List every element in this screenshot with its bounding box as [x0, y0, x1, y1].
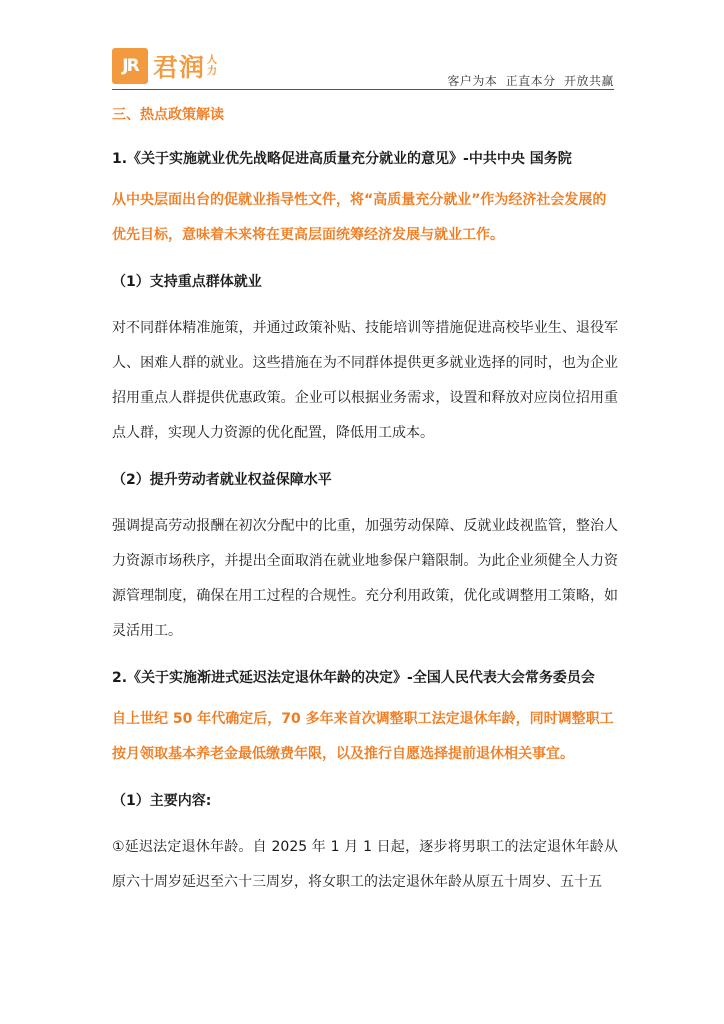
logo-subtext: 人力: [207, 55, 218, 77]
policy-1-paragraph-1: 对不同群体精准施策，并通过政策补贴、技能培训等措施促进高校毕业生、退役军人、困难人群的就业。这些措施在为不同群体提供更多就业选择的同时，也为企业招用重点人群提供优惠政策。企业可以根据业务需求，设置和释放对应岗位招用重点人群，实现人力资源的优化配置，降低用工成本。: [112, 320, 618, 441]
policy-2-subheading-1: （1）主要内容:: [112, 793, 212, 809]
policy-2-title: 2.《关于实施渐进式延迟法定退休年龄的决定》-全国人民代表大会常务委员会: [112, 670, 595, 686]
page-header: [112, 48, 614, 90]
policy-1-subheading-1: （1）支持重点群体就业: [112, 274, 262, 290]
document-body: [112, 100, 618, 900]
policy-2-summary: 自上世纪 50 年代确定后，70 多年来首次调整职工法定退休年龄，同时调整职工按月领取基本养老金最低缴费年限，以及推行自愿选择提前退休相关事宜。: [112, 711, 614, 762]
company-logo: [112, 48, 219, 84]
policy-1-summary: 从中央层面出台的促就业指导性文件，将“高质量充分就业”作为经济社会发展的优先目标，意味着未来将在更高层面统筹经济发展与就业工作。: [112, 192, 607, 243]
policy-1-title: 1.《关于实施就业优先战略促进高质量充分就业的意见》-中共中央 国务院: [112, 151, 572, 167]
policy-1-subheading-2: （2）提升劳动者就业权益保障水平: [112, 472, 332, 488]
logo-badge-icon: JR: [112, 48, 148, 84]
section-title: 三、热点政策解读: [112, 107, 224, 123]
policy-1-paragraph-2: 强调提高劳动报酬在初次分配中的比重，加强劳动保障、反就业歧视监管，整治人力资源市场秩序，并提出全面取消在就业地参保户籍限制。为此企业须健全人力资源管理制度，确保在用工过程的合规性。充分利用政策，优化或调整用工策略，如灵活用工。: [112, 518, 618, 639]
policy-2-paragraph-1: ①延迟法定退休年龄。自 2025 年 1 月 1 日起，逐步将男职工的法定退休年龄从原六十周岁延迟至六十三周岁，将女职工的法定退休年龄从原五十周岁、五十五: [112, 839, 618, 890]
header-divider: [112, 89, 614, 90]
company-slogan: 客户为本 正直本分 开放共赢: [447, 74, 614, 88]
logo-name: 君润: [153, 53, 206, 82]
